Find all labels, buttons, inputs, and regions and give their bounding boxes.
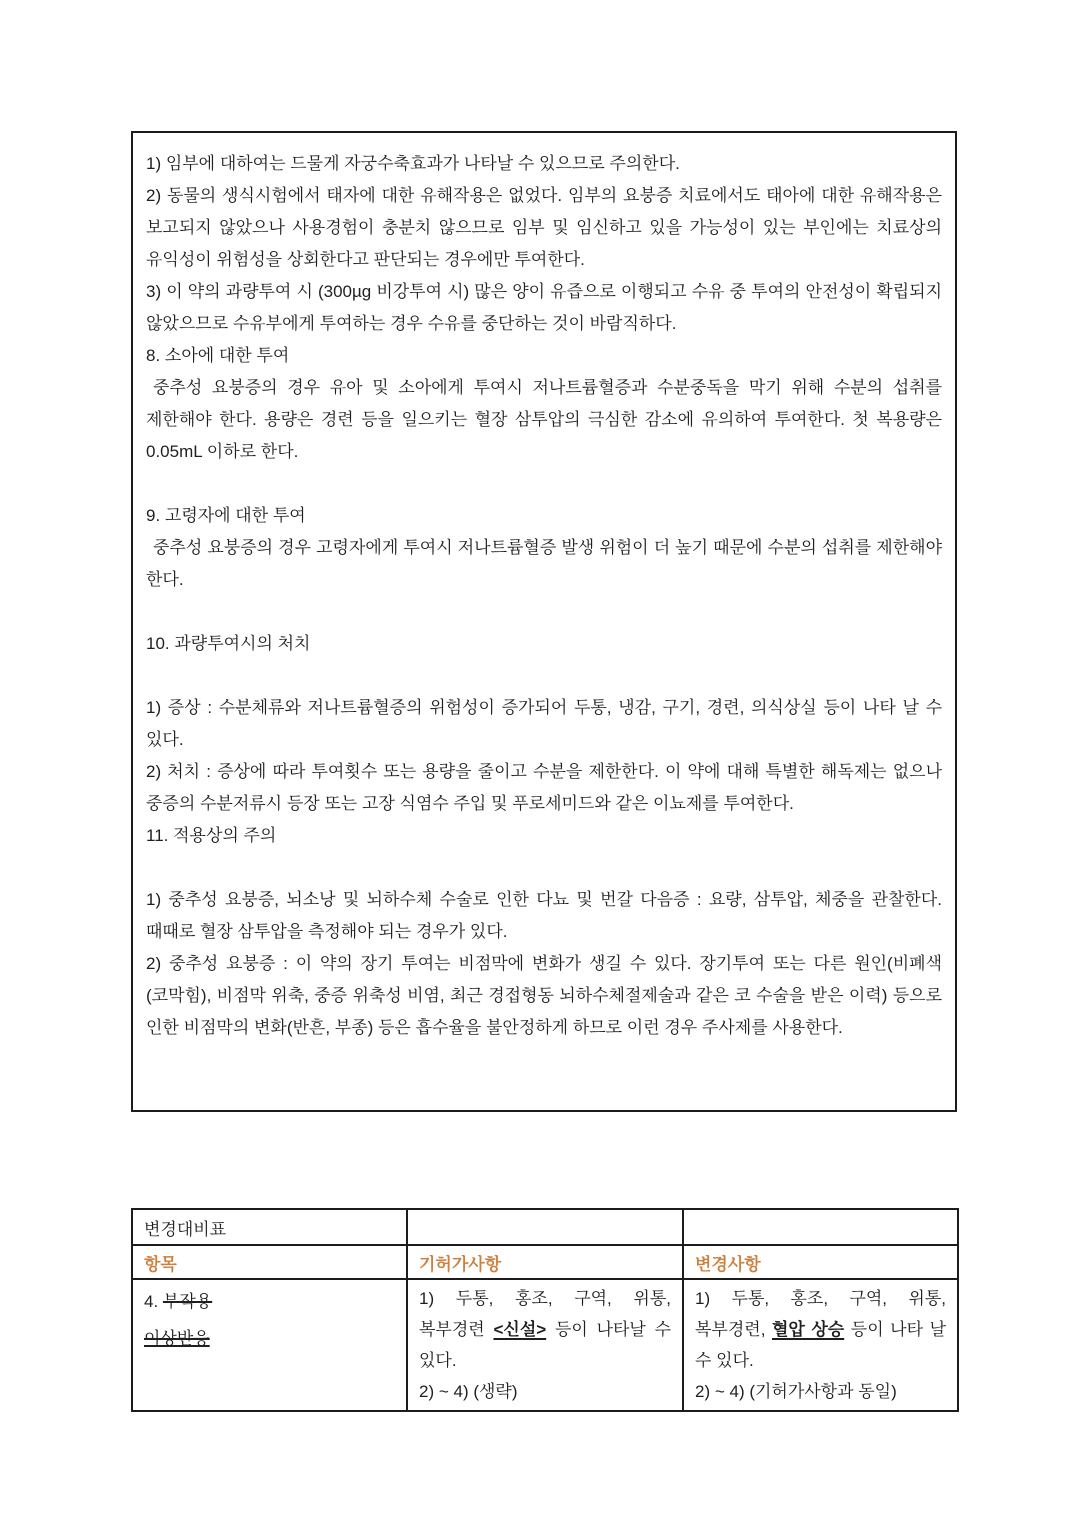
paragraph: 2) 처치 : 증상에 따라 투여횟수 또는 용량을 줄이고 수분을 제한한다. 이 약에 대해 특별한 해독제는 없으나 중증의 수분저류시 등장 또는 고장 식염수 주입 및 푸로세미드와 같은 이뇨제를 투여한다. bbox=[146, 762, 942, 813]
paragraph: 8. 소아에 대한 투여 bbox=[146, 346, 290, 365]
item-cell-text bbox=[144, 1283, 395, 1357]
paragraph: 3) 이 약의 과량투여 시 (300µg 비강투여 시) 많은 양이 유즙으로 이행되고 수유 중 투여의 안전성이 확립되지 않았으므로 수유부에게 투여하는 경우 수유를 중단하는 것이 바람직하다. bbox=[146, 282, 942, 333]
paragraph: 1) 중추성 요붕증, 뇌소낭 및 뇌하수체 수술로 인한 다뇨 및 번갈 다음증 : 요량, 삼투압, 체중을 관찰한다. 때때로 혈장 삼투압을 측정해야 되는 경우가 있다. bbox=[146, 890, 942, 941]
table-header-row bbox=[132, 1245, 958, 1279]
approved-lead: 1) 두통, 홍조, 구역, 위통, 복부경련 bbox=[419, 1289, 671, 1339]
changed-emphasis: 혈압 상승 bbox=[771, 1320, 845, 1339]
paragraph bbox=[146, 596, 942, 628]
table-data-row bbox=[132, 1279, 958, 1411]
column-header-approved: 기허가사항 bbox=[407, 1245, 683, 1279]
paragraph: 11. 적용상의 주의 bbox=[146, 826, 277, 845]
paragraph bbox=[146, 660, 942, 692]
empty-cell bbox=[683, 1209, 958, 1245]
item-struck-new-title: 이상반응 bbox=[144, 1329, 210, 1348]
approved-tail: 등이 나타날 수 있다. bbox=[419, 1320, 672, 1370]
paragraph: 2) 동물의 생식시험에서 태자에 대한 유해작용은 없었다. 임부의 요붕증 치료에서도 태아에 대한 유해작용은 보고되지 않았으나 사용경험이 충분치 않으므로 임부 및 임신하고 있을 가능성이 있는 부인에는 치료상의 유익성이 위험성을 상회한다고 판단되는 경우에만 투여한다. bbox=[146, 186, 942, 269]
approved-paragraph bbox=[419, 1283, 671, 1376]
paragraph-list bbox=[146, 148, 942, 1044]
empty-cell bbox=[407, 1209, 683, 1245]
paragraph: 10. 과량투여시의 처치 bbox=[146, 634, 311, 653]
table-title-row bbox=[132, 1209, 958, 1245]
changed-cell bbox=[683, 1279, 958, 1411]
paragraph: 1) 증상 : 수분체류와 저나트륨혈증의 위험성이 증가되어 두통, 냉감, 구기, 경련, 의식상실 등이 나타 날 수 있다. bbox=[146, 698, 942, 749]
paragraph: 중추성 요붕증의 경우 유아 및 소아에게 투여시 저나트륨혈증과 수분중독을 막기 위해 수분의 섭취를 제한해야 한다. 용량은 경련 등을 일으키는 혈장 삼투압의 극심한 감소에 유의하여 투여한다. 첫 복용량은 0.05mL 이하로 한다. bbox=[146, 378, 942, 461]
precautions-text-box bbox=[131, 131, 957, 1112]
paragraph: 2) 중추성 요붕증 : 이 약의 장기 투여는 비점막에 변화가 생길 수 있다. 장기투여 또는 다른 원인(비폐색(코막힘), 비점막 위축, 중증 위축성 비염, 최근 경접형동 뇌하수체절제술과 같은 코 수술을 받은 이력) 등으로 인한 비점막의 변화(반흔, 부종) 등은 흡수율을 불안정하게 하므로 이런 경우 주사제를 사용한다. bbox=[146, 954, 942, 1037]
paragraph bbox=[146, 852, 942, 884]
changed-paragraph bbox=[695, 1283, 946, 1376]
approved-line2: 2) ~ 4) (생략) bbox=[419, 1382, 518, 1401]
column-header-changed: 변경사항 bbox=[683, 1245, 958, 1279]
paragraph: 9. 고령자에 대한 투여 bbox=[146, 506, 306, 525]
approved-emphasis: <신설> bbox=[493, 1320, 547, 1339]
paragraph: 1) 임부에 대하여는 드물게 자궁수축효과가 나타날 수 있으므로 주의한다. bbox=[146, 154, 680, 173]
changed-lead: 1) 두통, 홍조, 구역, 위통, 복부경련, bbox=[695, 1289, 946, 1339]
changed-tail: 등이 나타 날 수 있다. bbox=[695, 1320, 946, 1370]
item-struck-old-title: 부작용 bbox=[162, 1292, 213, 1311]
change-comparison-table bbox=[131, 1208, 959, 1412]
item-cell bbox=[132, 1279, 407, 1411]
changed-line2: 2) ~ 4) (기허가사항과 동일) bbox=[695, 1382, 897, 1401]
item-number: 4. bbox=[144, 1292, 159, 1311]
paragraph bbox=[146, 468, 942, 500]
approved-cell bbox=[407, 1279, 683, 1411]
column-header-item: 항목 bbox=[132, 1245, 407, 1279]
paragraph: 중추성 요붕증의 경우 고령자에게 투여시 저나트륨혈증 발생 위험이 더 높기 때문에 수분의 섭취를 제한해야 한다. bbox=[146, 538, 942, 589]
table-title-cell: 변경대비표 bbox=[132, 1209, 407, 1245]
